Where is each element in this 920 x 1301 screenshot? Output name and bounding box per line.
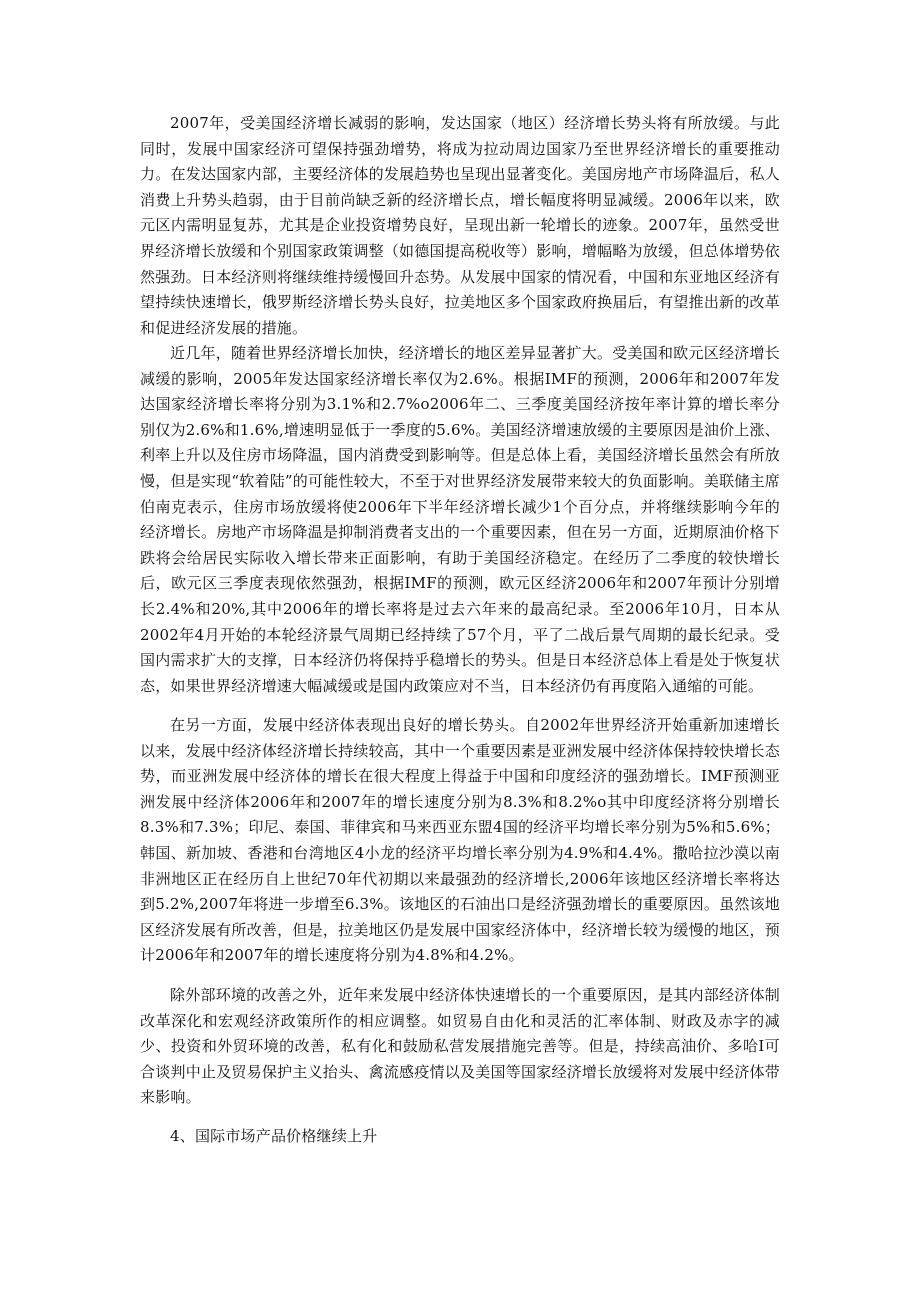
- paragraph-2007-outlook: 2007年，受美国经济增长减弱的影响，发达国家（地区）经济增长势头将有所放缓。与此同时，发展中国家经济可望保持强劲增势，将成为拉动周边国家乃至世界经济增长的重要推动力。在发达国家内部，主要经济体的发展趋势也呈现出显著变化。美国房地产市场降温后，私人消费上升势头趋弱，由于目前尚缺乏新的经济增长点，增长幅度将明显减缓。2006年以来，欧元区内需明显复苏，尤其是企业投资增势良好，呈现出新一轮增长的迹象。2007年，虽然受世界经济增长放缓和个别国家政策调整（如德国提高税收等）影响，增幅略为放缓，但总体增势依然强劲。日本经济则将继续维持缓慢回升态势。从发展中国家的情况看，中国和东亚地区经济有望持续快速增长，俄罗斯经济增长势头良好，拉美地区多个国家政府换届后，有望推出新的改革和促进经济发展的措施。: [140, 114, 780, 337]
- section-heading-4: 4、国际市场产品价格继续上升: [170, 1127, 378, 1145]
- paragraph-internal-reforms: 除外部环境的改善之外，近年来发展中经济体快速增长的一个重要原因，是其内部经济体制改革深化和宏观经济政策所作的相应调整。如贸易自由化和灵活的汇率体制、财政及赤字的减少、投资和外贸环境的改善，私有化和鼓励私营发展措施完善等。但是，持续高油价、多哈I可合谈判中止及贸易保护主义抬头、禽流感疫情以及美国等国家经济增长放缓将对发展中经济体带来影响。: [140, 986, 780, 1107]
- paragraph-regional-differences: 近几年，随着世界经济增长加快，经济增长的地区差异显著扩大。受美国和欧元区经济增长减缓的影响，2005年发达国家经济增长率仅为2.6%。根据IMF的预测，2006年和2007年发达国家经济增长率将分别为3.1%和2.7%o2006年二、三季度美国经济按年率计算的增长率分别仅为2.6%和1.6%,增速明显低于一季度的5.6%。美国经济增速放缓的主要原因是油价上涨、利率上升以及住房市场降温，国内消费受到影响等。但是总体上看，美国经济增长虽然会有所放慢，但是实现“软着陆”的可能性较大，不至于对世界经济发展带来较大的负面影响。美联储主席伯南克表示，住房市场放缓将使2006年下半年经济增长减少1个百分点，并将继续影响今年的经济增长。房地产市场降温是抑制消费者支出的一个重要因素，但在另一方面，近期原油价格下跌将会给居民实际收入增长带来正面影响，有助于美国经济稳定。在经历了二季度的较快增长后，欧元区三季度表现依然强劲，根据IMF的预测，欧元区经济2006年和2007年预计分别增长2.4%和20%,其中2006年的增长率将是过去六年来的最高纪录。至2006年10月，日本从2002年4月开始的本轮经济景气周期已经持续了57个月，平了二战后景气周期的最长纪录。受国内需求扩大的支撑，日本经济仍将保持乎稳增长的势头。但是日本经济总体上看是处于恢复状态，如果世界经济增速大幅减缓或是国内政策应对不当，日本经济仍有再度陷入通缩的可能。: [140, 344, 780, 695]
- paragraph-developing-economies: 在另一方面，发展中经济体表现出良好的增长势头。自2002年世界经济开始重新加速增长以来，发展中经济体经济增长持续较高，其中一个重要因素是亚洲发展中经济体保持较快增长态势，而亚洲发展中经济体的增长在很大程度上得益于中国和印度经济的强劲增长。IMF预测亚洲发展中经济体2006年和2007年的增长速度分别为8.3%和8.2%o其中印度经济将分别增长8.3%和7.3%；印尼、泰国、菲律宾和马来西亚东盟4国的经济平均增长率分别为5%和5.6%；韩国、新加坡、香港和台湾地区4小龙的经济平均增长率分别为4.9%和4.4%。撒哈拉沙漠以南非洲地区正在经历自上世纪70年代初期以来最强劲的经济增长,2006年该地区经济增长率将达到5.2%,2007年将进一步增至6.3%。该地区的石油出口是经济强劲增长的重要原因。虽然该地区经济发展有所改善，但是，拉美地区仍是发展中国家经济体中，经济增长较为缓慢的地区，预计2006年和2007年的增长速度将分别为4.8%和4.2%。: [140, 716, 780, 965]
